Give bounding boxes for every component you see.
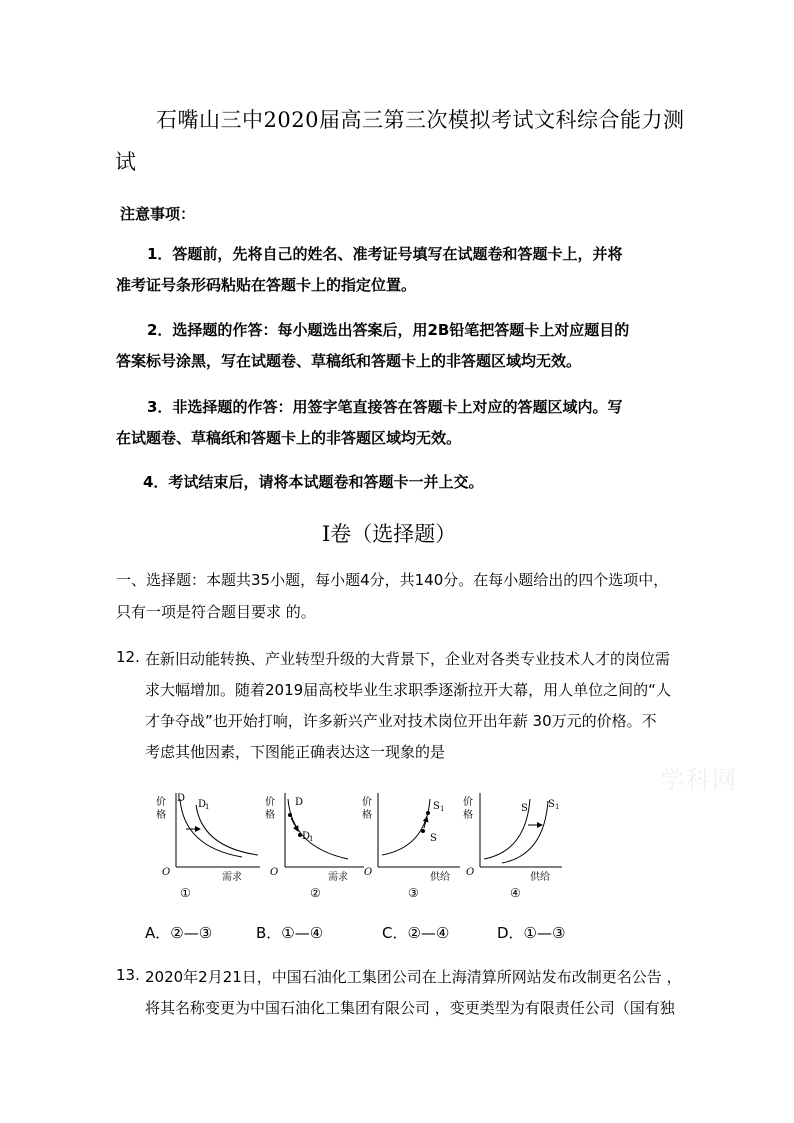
graph-1-origin: O bbox=[162, 867, 171, 878]
graph-4-number: ④ bbox=[510, 886, 521, 900]
notice-item-2-line2: 答案标号涂黑，写在试题卷、草稿纸和答题卡上的非答题区域均无效。 bbox=[116, 352, 582, 370]
notice-item-2-line1: 2．选择题的作答：每小题选出答案后，用2B铅笔把答题卡上对应题目的 bbox=[147, 321, 630, 339]
graph-2-curve-d1: D bbox=[302, 831, 311, 842]
notice-item-1-line1: 1．答题前，先将自己的姓名、准考证号填写在试题卷和答题卡上，并将 bbox=[147, 245, 623, 263]
doc-title-line2: 试 bbox=[115, 150, 137, 174]
graph-2-ylabel-1: 价 bbox=[265, 797, 275, 808]
graph-1-curve-d: D bbox=[177, 793, 186, 804]
graph-2-curve-d1-sub: 1 bbox=[309, 835, 314, 843]
graph-1-number: ① bbox=[180, 886, 191, 900]
graph-3-curve-s1-sub: 1 bbox=[440, 805, 445, 813]
q12-line1: 在新旧动能转换、产业转型升级的大背景下，企业对各类专业技术人才的岗位需 bbox=[145, 650, 671, 668]
q12-line4: 考虑其他因素，下图能正确表达这一现象的是 bbox=[145, 743, 446, 761]
notice-item-3-line2: 在试题卷、草稿纸和答题卡上的非答题区域均无效。 bbox=[116, 429, 462, 447]
graph-2-curve-d: D bbox=[295, 797, 304, 808]
graph-2-xlabel: 需求 bbox=[328, 872, 348, 883]
graph-1-ylabel-2: 格 bbox=[156, 810, 166, 821]
graph-4-ylabel-2: 格 bbox=[463, 810, 473, 821]
graph-4-ylabel-1: 价 bbox=[463, 797, 473, 808]
q12-option-d: D．①—③ bbox=[497, 924, 566, 942]
q12-graph-figure bbox=[150, 785, 570, 905]
q13-number: 13. bbox=[116, 966, 140, 984]
section-title: Ⅰ卷（选择题） bbox=[322, 522, 457, 546]
q12-line2: 求大幅增加。随着2019届高校毕业生求职季逐渐拉开大幕，用人单位之间的“人 bbox=[145, 681, 671, 699]
graph-3-curve-s: S bbox=[430, 833, 437, 844]
q13-line2: 将其名称变更为中国石油化工集团有限公司 ，变更类型为有限责任公司（国有独 bbox=[145, 999, 675, 1017]
graph-3-curve-s1: S bbox=[433, 801, 440, 812]
graph-2-origin: O bbox=[270, 867, 279, 878]
section-intro-line2: 只有一项是符合题目要求 的。 bbox=[116, 603, 316, 621]
graph-2-ylabel-2: 格 bbox=[265, 810, 275, 821]
graph-2-number: ② bbox=[310, 886, 321, 900]
notice-item-4: 4．考试结束后，请将本试题卷和答题卡一并上交。 bbox=[143, 473, 484, 491]
graph-1-curve-d1: D bbox=[198, 799, 207, 810]
graph-1-curve-d1-sub: 1 bbox=[205, 803, 210, 811]
q12-option-c: C．②—④ bbox=[382, 924, 450, 942]
graph-3-ylabel-1: 价 bbox=[362, 797, 372, 808]
notice-item-3-line1: 3．非选择题的作答：用签字笔直接答在答题卡上对应的答题区域内。写 bbox=[147, 398, 623, 416]
graph-4-curve-s: S bbox=[521, 803, 528, 814]
graph-4-curve-s1: S bbox=[548, 799, 555, 810]
graph-3-xlabel: 供给 bbox=[430, 872, 450, 883]
graph-4-curve-s1-sub: 1 bbox=[555, 803, 560, 811]
q12-option-a: A．②—③ bbox=[145, 924, 213, 942]
section-intro-line1: 一、选择题：本题共35小题，每小题4分，共140分。在每小题给出的四个选项中， bbox=[116, 571, 669, 589]
q13-line1: 2020年2月21日，中国石油化工集团公司在上海清算所网站发布改制更名公告 ， bbox=[145, 968, 682, 986]
graph-3-ylabel-2: 格 bbox=[362, 810, 372, 821]
q12-option-b: B．①—④ bbox=[256, 924, 324, 942]
notice-item-1-line2: 准考证号条形码粘贴在答题卡上的指定位置。 bbox=[116, 276, 417, 294]
graph-2 bbox=[265, 793, 364, 900]
graph-1-xlabel: 需求 bbox=[222, 872, 242, 883]
graph-3-origin: O bbox=[364, 867, 373, 878]
notice-heading: 注意事项： bbox=[120, 205, 196, 223]
graph-4-xlabel: 供给 bbox=[530, 872, 550, 883]
graph-4 bbox=[463, 793, 562, 900]
doc-title-line1: 石嘴山三中2020届高三第三次模拟考试文科综合能力测 bbox=[156, 108, 685, 132]
q12-line3: 才争夺战”也开始打响，许多新兴产业对技术岗位开出年薪 30万元的价格。不 bbox=[145, 712, 657, 730]
graph-3 bbox=[362, 793, 460, 900]
graph-1-ylabel-1: 价 bbox=[156, 797, 166, 808]
graph-3-number: ③ bbox=[408, 886, 419, 900]
q12-number: 12. bbox=[116, 648, 140, 666]
graph-1 bbox=[156, 793, 260, 900]
watermark: 学科网 bbox=[660, 766, 738, 794]
graph-4-origin: O bbox=[466, 867, 475, 878]
